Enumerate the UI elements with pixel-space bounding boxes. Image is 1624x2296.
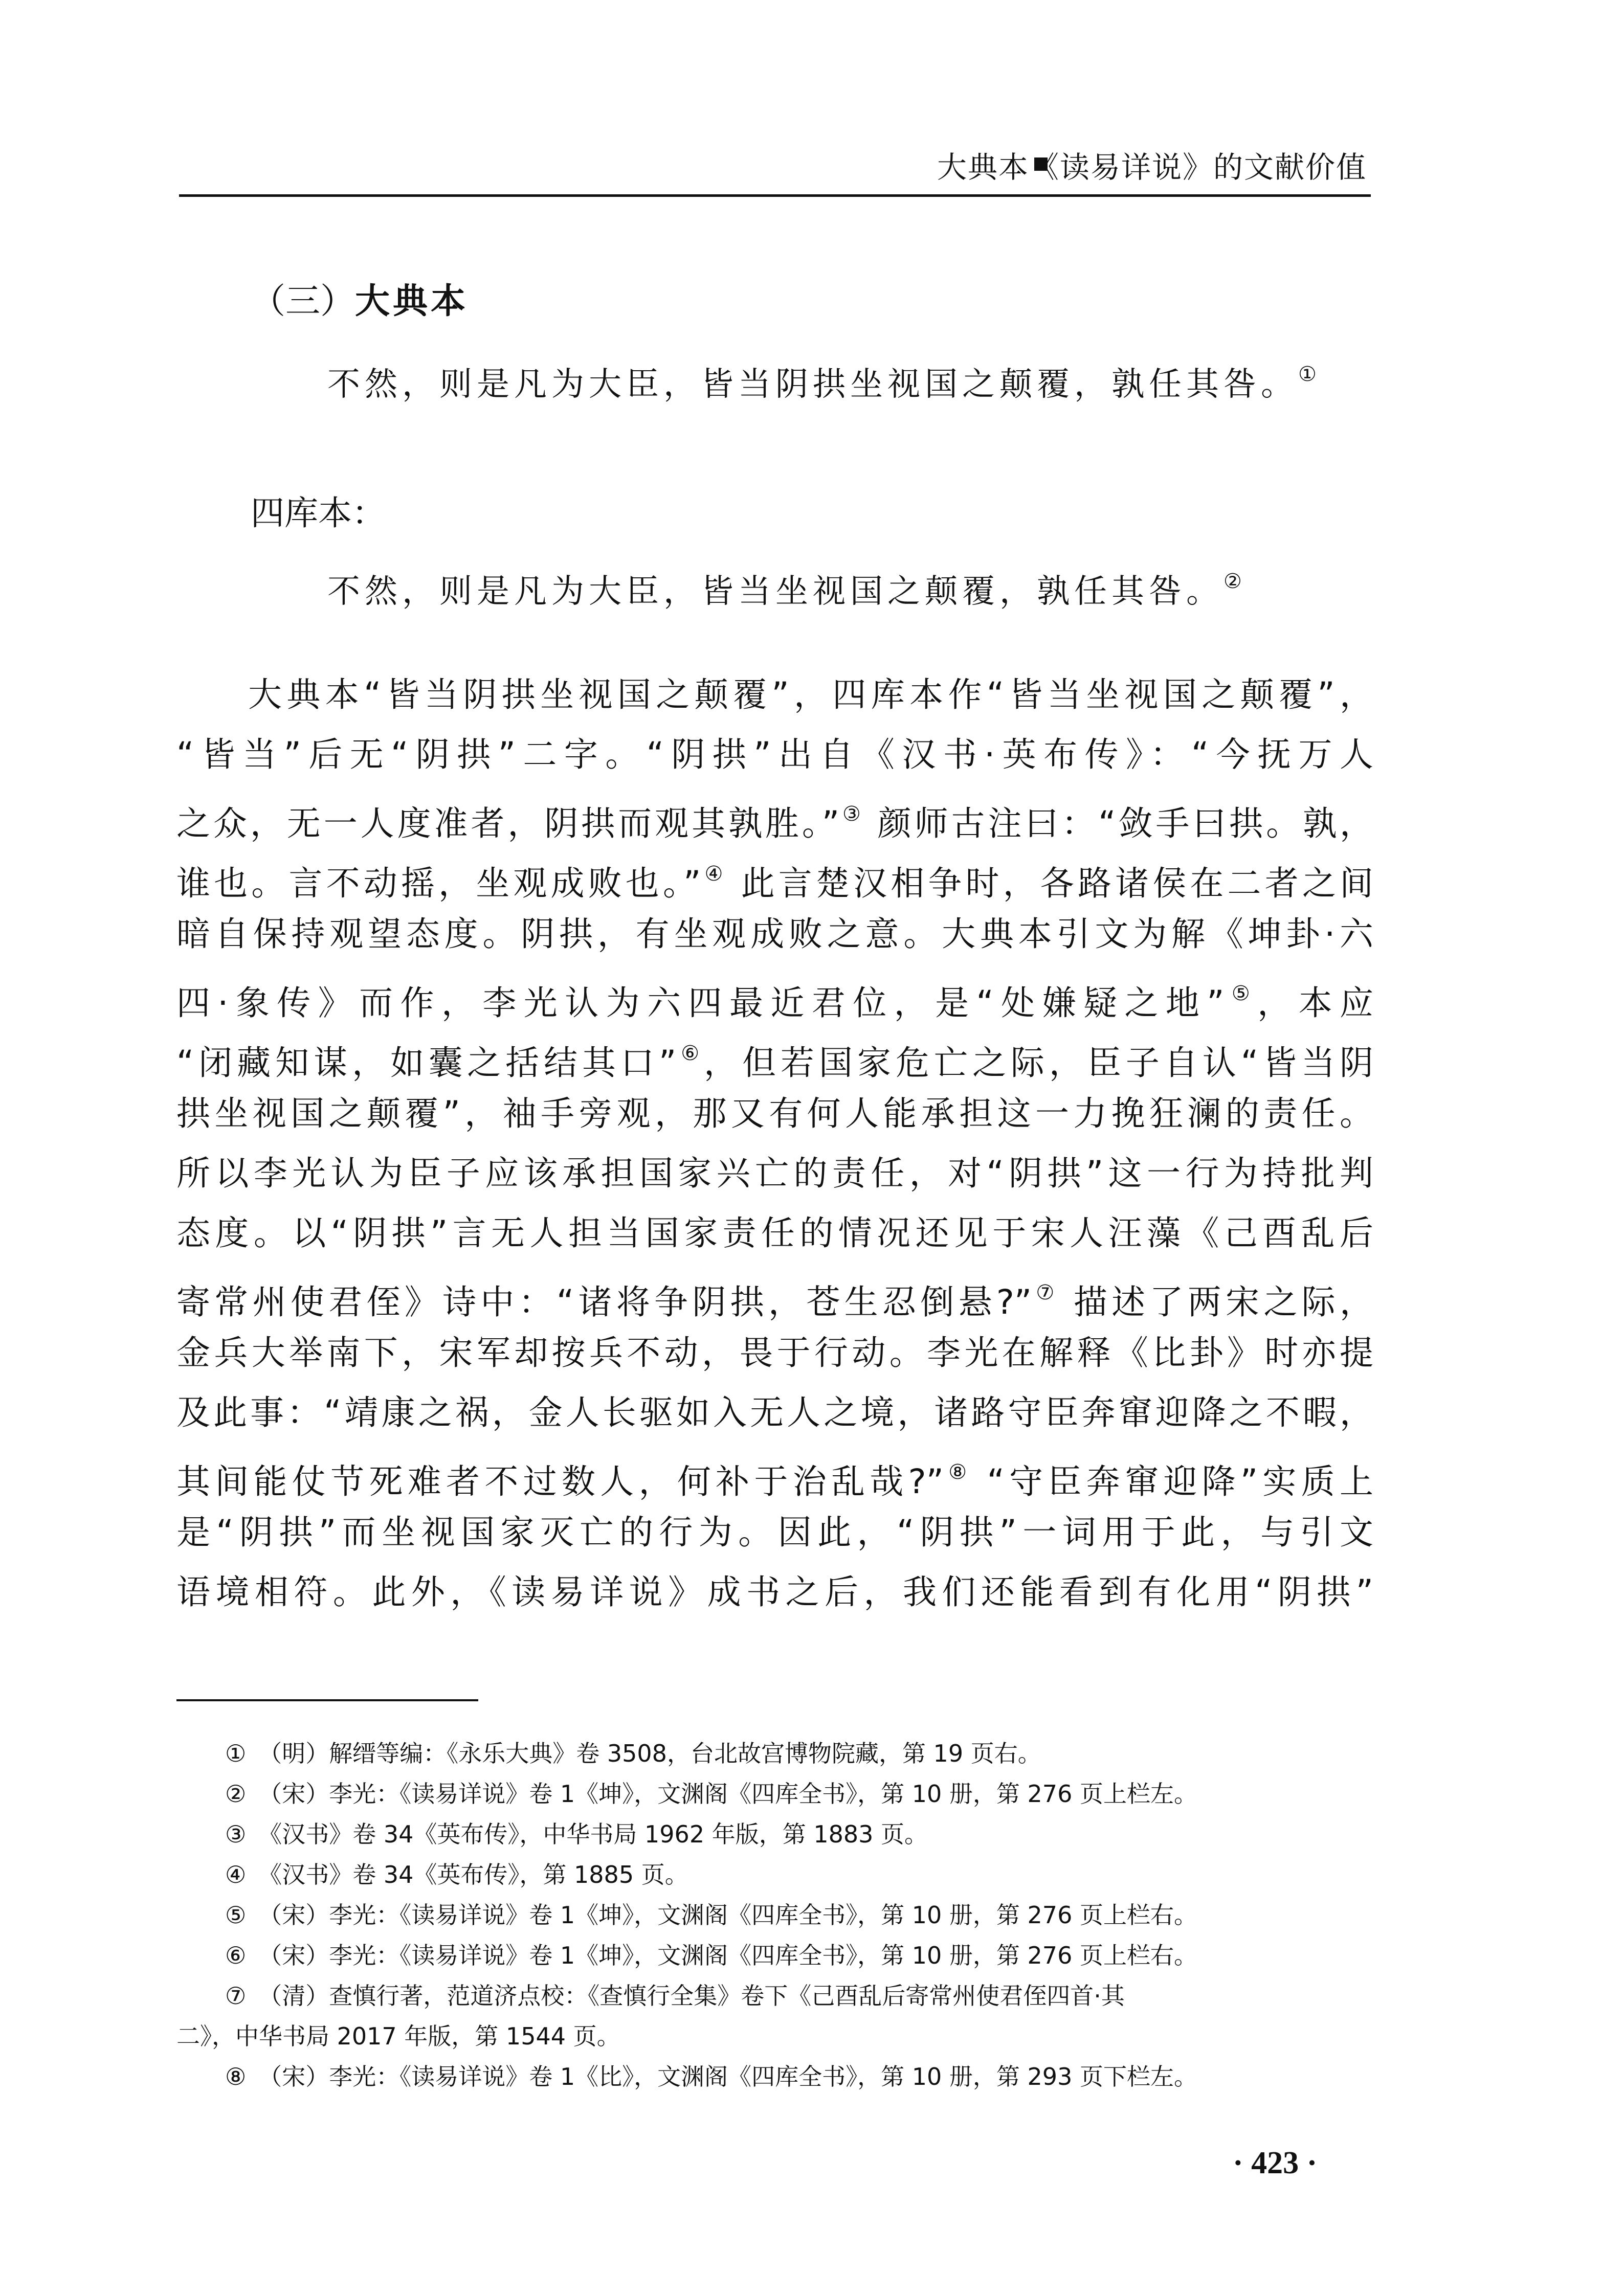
footnote-ref-6[interactable]: ⑥ [676, 1042, 704, 1065]
body-line-text: 四·象传》而作，李光认为六四最近君位，是“处嫌疑之地” [176, 983, 1225, 1023]
body-line [176, 964, 1373, 1024]
body-line-text: 拱坐视国之颠覆”，袖手旁观，那又有何人能承担这一力挽狂澜的责任。 [176, 1094, 1373, 1133]
footnote-ref-2[interactable]: ② [1223, 570, 1242, 593]
footnote-mark: ① [225, 1740, 247, 1767]
footnote-item [176, 1976, 1373, 2016]
body-line-text: “闭藏知谋，如囊之括结其口” [176, 1043, 677, 1083]
footnote-item [176, 1855, 1373, 1895]
running-header [179, 133, 1371, 197]
section-number: （三） [251, 281, 355, 322]
footnote-text: （明）解缙等编：《永乐大典》卷 3508，台北故宫博物院藏，第 19 页右。 [258, 1740, 1041, 1767]
footnote-ref-8[interactable]: ⑧ [943, 1460, 972, 1484]
body-line-text: 寄常州使君侄》诗中：“诸将争阴拱，苍生忍倒悬?” [176, 1282, 1032, 1322]
body-line-text: ，但若国家危亡之际，臣子自认“皆当阴 [704, 1043, 1373, 1083]
body-line-text: 此言楚汉相争时，各路诸侯在二者之间 [726, 864, 1373, 903]
body-line-text: 金兵大举南下，宋军却按兵不动，畏于行动。李光在解释《比卦》时亦提 [176, 1333, 1373, 1372]
footnote-text: （清）查慎行著，范道济点校：《查慎行全集》卷下《己酉乱后寄常州使君侄四首·其 [258, 1982, 1125, 2010]
dadian-quote [327, 358, 1317, 405]
section-heading [251, 274, 469, 323]
footnote-ref-3[interactable]: ③ [839, 802, 864, 826]
siku-quote [327, 565, 1242, 612]
body-paragraph [176, 665, 1373, 1622]
body-line [176, 1443, 1373, 1502]
body-line [176, 1383, 1373, 1443]
body-line [176, 1323, 1373, 1383]
body-line-text: 及此事：“靖康之祸，金人长驱如入无人之境，诸路守臣奔窜迎降之不暇， [176, 1393, 1373, 1432]
body-line-text: 语境相符。此外，《读易详说》成书之后，我们还能看到有化用“阴拱” [176, 1572, 1373, 1612]
footnote-mark: ⑦ [225, 1982, 247, 2010]
footnote-text: （宋）李光：《读易详说》卷 1《比》，文渊阁《四库全书》，第 10 册，第 293 页下栏左。 [258, 2063, 1197, 2090]
body-line [176, 1562, 1373, 1622]
running-header-title: 大典本《读易详说》的文献价值 [937, 150, 1367, 185]
footnote-mark: ② [225, 1780, 247, 1808]
body-line-text: “守臣奔窜迎降”实质上 [971, 1462, 1373, 1501]
footnote-item [176, 1734, 1373, 1774]
body-line-text: 所以李光认为臣子应该承担国家兴亡的责任，对“阴拱”这一行为持批判 [176, 1154, 1373, 1193]
body-line [176, 1024, 1373, 1084]
footnote-mark: ④ [225, 1861, 247, 1888]
footnote-item [176, 1935, 1373, 1976]
body-line-text: 大典本“皆当阴拱坐视国之颠覆”，四库本作“皆当坐视国之颠覆”， [248, 675, 1373, 714]
body-line-text: 之众，无一人度准者，阴拱而观其孰胜。” [176, 804, 840, 843]
page-number: · 423 · [1233, 2146, 1318, 2180]
footnote-item [176, 1895, 1373, 1935]
footnote-text: 《汉书》卷 34《英布传》，第 1885 页。 [258, 1861, 688, 1888]
siku-quote-text: 不然，则是凡为大臣，皆当坐视国之颠覆，孰任其咎。 [327, 573, 1223, 611]
footnotes-list [176, 1734, 1373, 2097]
body-line [176, 844, 1373, 904]
body-line-text: 其间能仗节死难者不过数人，何补于治乱哉?” [176, 1462, 944, 1501]
footnote-text: （宋）李光：《读易详说》卷 1《坤》，文渊阁《四库全书》，第 10 册，第 276 页上栏左。 [258, 1780, 1197, 1808]
footnote-divider [176, 1699, 478, 1701]
body-line [176, 1263, 1373, 1323]
body-line-text: 谁也。言不动摇，坐观成败也。” [176, 864, 701, 903]
footnote-ref-1[interactable]: ① [1298, 363, 1317, 386]
body-line-text: 是“阴拱”而坐视国家灭亡的行为。因此，“阴拱”一词用于此，与引文 [176, 1513, 1373, 1552]
section-name: 大典本 [355, 281, 469, 322]
footnote-mark: ③ [225, 1820, 247, 1848]
dadian-quote-text: 不然，则是凡为大臣，皆当阴拱坐视国之颠覆，孰任其咎。 [327, 366, 1298, 403]
body-line-text: 态度。以“阴拱”言无人担当国家责任的情况还见于宋人汪藻《己酉乱后 [176, 1213, 1373, 1253]
footnote-mark: ⑥ [225, 1942, 247, 1969]
footnote-text: 《汉书》卷 34《英布传》，中华书局 1962 年版，第 1883 页。 [258, 1820, 928, 1848]
footnote-item [176, 1814, 1373, 1855]
body-line-text: 暗自保持观望态度。阴拱，有坐观成败之意。大典本引文为解《坤卦·六 [176, 914, 1373, 954]
body-line [176, 904, 1373, 964]
body-line [176, 784, 1373, 844]
body-line-text: 颜师古注曰：“敛手曰拱。孰， [863, 804, 1374, 843]
body-line [176, 725, 1373, 784]
footnote-ref-4[interactable]: ④ [701, 862, 727, 886]
body-line [176, 1502, 1373, 1562]
body-line [176, 1203, 1373, 1263]
footnote-item [176, 2057, 1373, 2097]
siku-label: 四库本： [251, 493, 386, 533]
body-line-text: ，本应 [1257, 983, 1374, 1023]
footnote-text: （宋）李光：《读易详说》卷 1《坤》，文渊阁《四库全书》，第 10 册，第 276 页上栏右。 [258, 1901, 1197, 1929]
body-line [176, 665, 1373, 725]
body-line-text: “皆当”后无“阴拱”二字。“阴拱”出自《汉书·英布传》：“今抚万人 [176, 735, 1373, 774]
footnote-mark: ⑧ [225, 2063, 247, 2090]
body-line [176, 1143, 1373, 1203]
footnote-ref-5[interactable]: ⑤ [1224, 982, 1258, 1005]
footnote-ref-7[interactable]: ⑦ [1032, 1281, 1059, 1304]
footnote-continuation: 二》，中华书局 2017 年版，第 1544 页。 [176, 2022, 620, 2050]
body-line-text: 描述了两宋之际， [1058, 1282, 1373, 1322]
body-line [176, 1084, 1373, 1143]
footnote-text: （宋）李光：《读易详说》卷 1《坤》，文渊阁《四库全书》，第 10 册，第 276 页上栏右。 [258, 1942, 1197, 1969]
footnote-item [176, 1774, 1373, 1814]
footnote-mark: ⑤ [225, 1901, 247, 1929]
